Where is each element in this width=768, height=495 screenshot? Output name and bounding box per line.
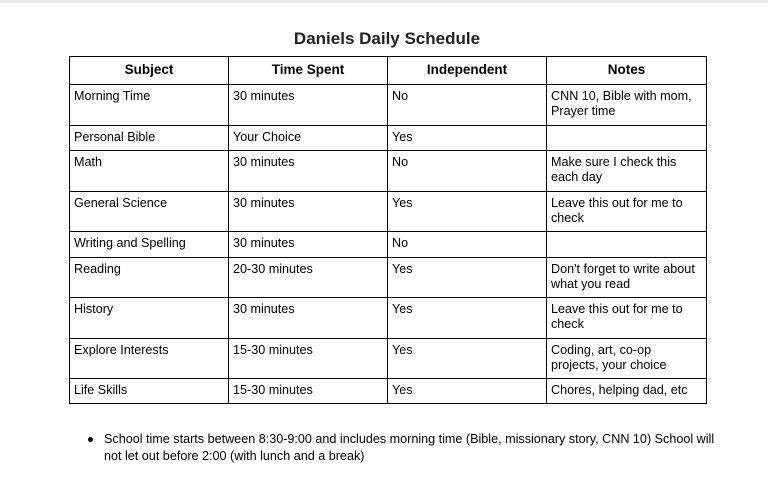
schedule-table: [69, 56, 707, 404]
list-item: [104, 431, 734, 465]
cell-subject: Life Skills: [70, 379, 229, 404]
table-row: [70, 339, 707, 379]
cell-notes: [547, 232, 707, 258]
cell-subject: Morning Time: [70, 85, 229, 126]
table-row: [70, 258, 707, 298]
header-subject: Subject: [70, 57, 229, 85]
cell-time-spent: 15-30 minutes: [229, 339, 388, 379]
cell-time-spent: 30 minutes: [229, 151, 388, 192]
cell-notes: Chores, helping dad, etc: [547, 379, 707, 404]
cell-subject: General Science: [70, 192, 229, 232]
list-item-text: School time starts between 8:30-9:00 and includes morning time (Bible, missionary story, CNN 10) School will not let out before 2:00 (with lunch and a break): [104, 432, 715, 463]
cell-independent: No: [388, 151, 547, 192]
header-time-spent: Time Spent: [229, 57, 388, 85]
cell-independent: Yes: [388, 339, 547, 379]
table-row: [70, 126, 707, 151]
cell-subject: Personal Bible: [70, 126, 229, 151]
cell-independent: Yes: [388, 126, 547, 151]
cell-time-spent: 30 minutes: [229, 232, 388, 258]
notes-list: [86, 431, 734, 465]
table-row: [70, 298, 707, 339]
cell-time-spent: 20-30 minutes: [229, 258, 388, 298]
cell-notes: Coding, art, co-op projects, your choice: [547, 339, 707, 379]
cell-notes: CNN 10, Bible with mom, Prayer time: [547, 85, 707, 126]
cell-subject: Writing and Spelling: [70, 232, 229, 258]
header-independent: Independent: [388, 57, 547, 85]
cell-notes: [547, 126, 707, 151]
cell-independent: No: [388, 85, 547, 126]
bullet-dot-icon: [88, 437, 93, 442]
cell-independent: No: [388, 232, 547, 258]
cell-time-spent: 15-30 minutes: [229, 379, 388, 404]
cell-independent: Yes: [388, 192, 547, 232]
table-header-row: [70, 57, 707, 85]
cell-time-spent: 30 minutes: [229, 192, 388, 232]
table-row: [70, 85, 707, 126]
header-notes: Notes: [547, 57, 707, 85]
cell-subject: Reading: [70, 258, 229, 298]
cell-independent: Yes: [388, 298, 547, 339]
cell-subject: Explore Interests: [70, 339, 229, 379]
cell-notes: Make sure I check this each day: [547, 151, 707, 192]
cell-subject: History: [70, 298, 229, 339]
cell-notes: Don't forget to write about what you read: [547, 258, 707, 298]
table-row: [70, 232, 707, 258]
top-border: [0, 0, 768, 3]
page-title: Daniels Daily Schedule: [293, 29, 481, 48]
table-row: [70, 192, 707, 232]
cell-notes: Leave this out for me to check: [547, 298, 707, 339]
cell-notes: Leave this out for me to check: [547, 192, 707, 232]
cell-independent: Yes: [388, 258, 547, 298]
table-row: [70, 151, 707, 192]
cell-time-spent: 30 minutes: [229, 298, 388, 339]
cell-time-spent: 30 minutes: [229, 85, 388, 126]
table-row: [70, 379, 707, 404]
cell-subject: Math: [70, 151, 229, 192]
cell-independent: Yes: [388, 379, 547, 404]
cell-time-spent: Your Choice: [229, 126, 388, 151]
